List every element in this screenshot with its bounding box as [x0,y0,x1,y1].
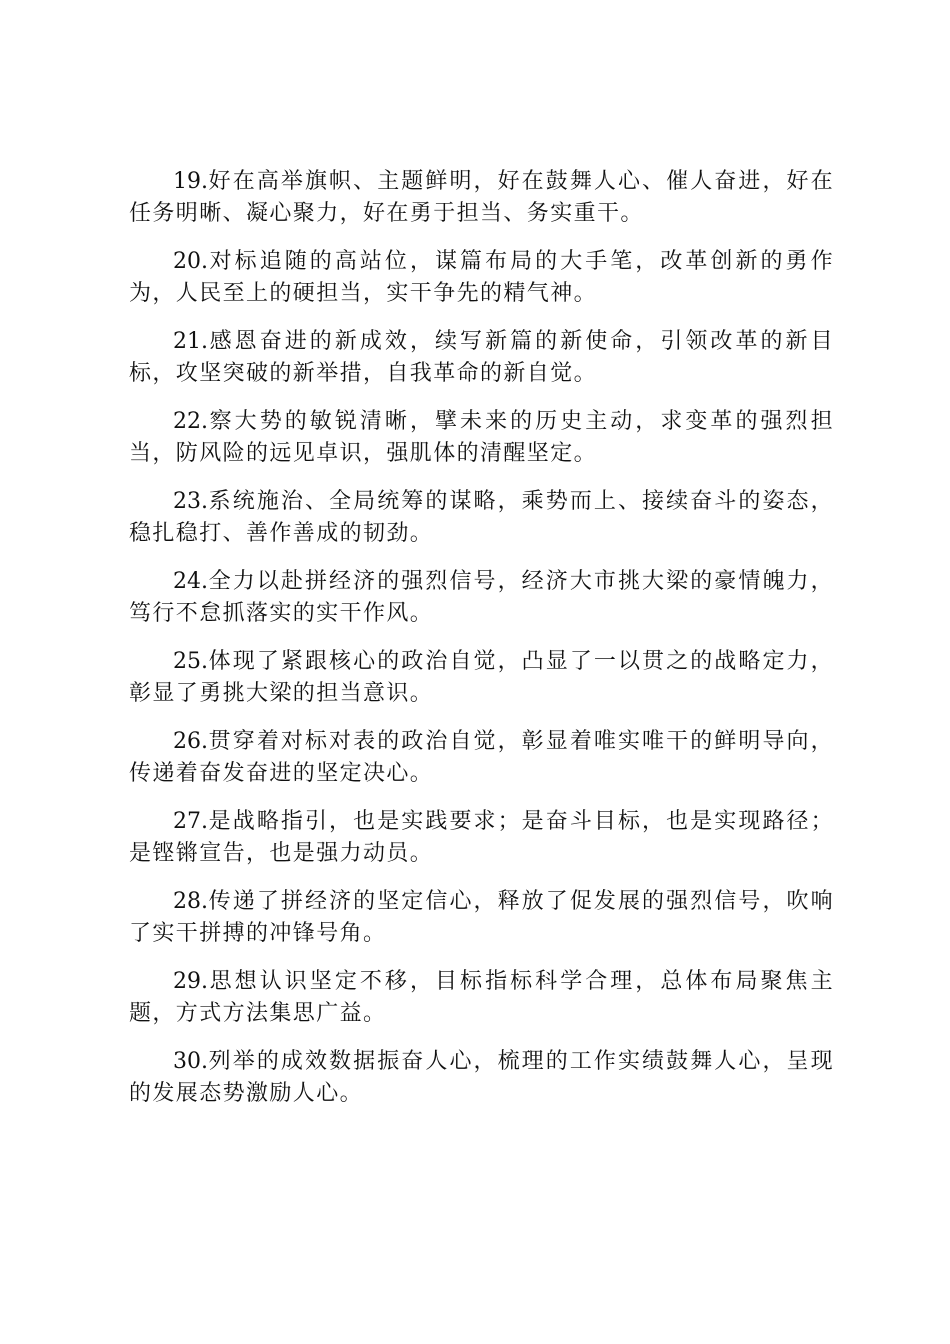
item-text: 系统施治、全局统筹的谋略，乘势而上、接续奋斗的姿态，稳扎稳打、善作善成的韧劲。 [129,489,834,546]
list-item [129,726,834,790]
item-text: 感恩奋进的新成效，续写新篇的新使命，引领改革的新目标，攻坚突破的新举措，自我革命的新自觉。 [129,329,834,386]
item-text: 全力以赴拼经济的强烈信号，经济大市挑大梁的豪情魄力，笃行不怠抓落实的实干作风。 [129,569,834,626]
item-number: 27. [173,809,208,834]
list-item [129,566,834,630]
list-item [129,806,834,870]
list-item [129,326,834,390]
item-text: 体现了紧跟核心的政治自觉，凸显了一以贯之的战略定力，彰显了勇挑大梁的担当意识。 [129,649,834,706]
item-text: 察大势的敏锐清晰，擘未来的历史主动，求变革的强烈担当，防风险的远见卓识，强肌体的清醒坚定。 [129,409,834,466]
item-number: 29. [173,969,208,994]
item-text: 好在高举旗帜、主题鲜明，好在鼓舞人心、催人奋进，好在任务明晰、凝心聚力，好在勇于担当、务实重干。 [129,169,834,226]
item-number: 30. [173,1049,208,1074]
document-page [129,166,834,1126]
item-text: 贯穿着对标对表的政治自觉，彰显着唯实唯干的鲜明导向，传递着奋发奋进的坚定决心。 [129,729,834,786]
item-text: 列举的成效数据振奋人心，梳理的工作实绩鼓舞人心，呈现的发展态势激励人心。 [129,1049,834,1106]
list-item [129,246,834,310]
item-text: 对标追随的高站位，谋篇布局的大手笔，改革创新的勇作为，人民至上的硬担当，实干争先的精气神。 [129,249,834,306]
item-number: 20. [173,249,208,274]
list-item [129,1046,834,1110]
item-number: 22. [173,409,208,434]
list-item [129,646,834,710]
list-item [129,166,834,230]
list-item [129,406,834,470]
item-number: 23. [173,489,208,514]
list-item [129,966,834,1030]
item-number: 25. [173,649,208,674]
item-number: 19. [173,169,208,194]
item-number: 24. [173,569,208,594]
list-item [129,886,834,950]
item-number: 21. [173,329,208,354]
item-text: 传递了拼经济的坚定信心，释放了促发展的强烈信号，吹响了实干拼搏的冲锋号角。 [129,889,834,946]
item-number: 26. [173,729,208,754]
list-item [129,486,834,550]
item-text: 思想认识坚定不移，目标指标科学合理，总体布局聚焦主题，方式方法集思广益。 [129,969,834,1026]
item-number: 28. [173,889,208,914]
item-text: 是战略指引，也是实践要求；是奋斗目标，也是实现路径；是铿锵宣告，也是强力动员。 [129,809,834,866]
